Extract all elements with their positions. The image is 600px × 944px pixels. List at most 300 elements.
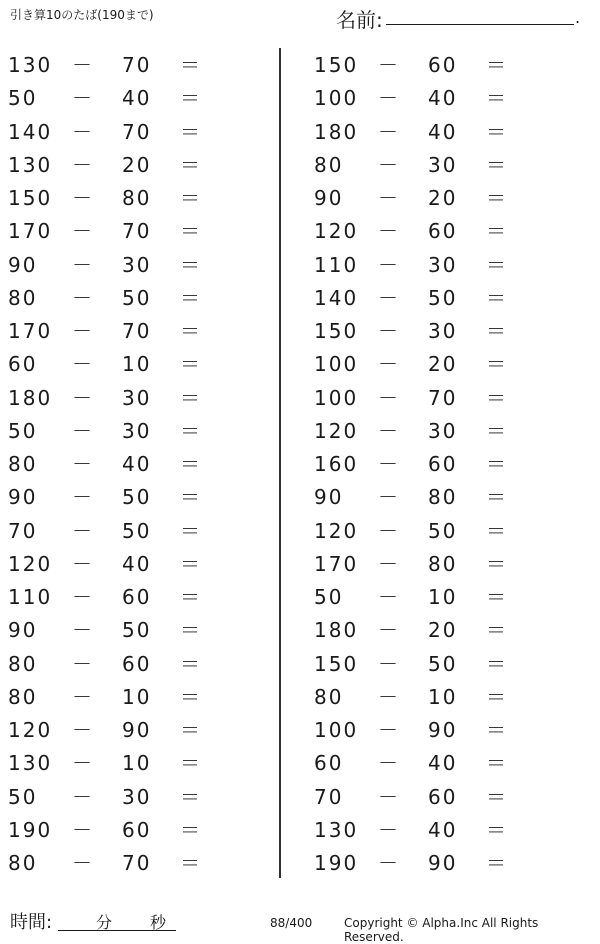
answer-blank[interactable] bbox=[215, 548, 255, 578]
minus-sign: － bbox=[378, 684, 400, 709]
minuend: 80 bbox=[314, 152, 344, 177]
minus-sign: － bbox=[378, 119, 400, 144]
minuend: 100 bbox=[314, 385, 359, 410]
problem-row bbox=[306, 82, 566, 115]
problem-row bbox=[306, 448, 566, 481]
subtrahend: 50 bbox=[122, 518, 152, 543]
problem-row bbox=[0, 348, 260, 381]
minuend: 80 bbox=[8, 851, 38, 875]
equals-sign: ＝ bbox=[180, 751, 202, 776]
equals-sign: ＝ bbox=[180, 851, 202, 875]
answer-blank[interactable] bbox=[521, 82, 561, 112]
equals-sign: ＝ bbox=[180, 319, 202, 343]
minuend: 60 bbox=[8, 352, 38, 377]
subtrahend: 60 bbox=[122, 585, 152, 609]
equals-sign: ＝ bbox=[180, 452, 202, 476]
minuend: 190 bbox=[8, 817, 53, 842]
answer-blank[interactable] bbox=[215, 681, 255, 711]
subtrahend: 60 bbox=[122, 817, 152, 842]
problem-row bbox=[0, 249, 260, 282]
right-problem-column bbox=[306, 49, 566, 880]
equals-sign: ＝ bbox=[486, 684, 508, 709]
minuend: 90 bbox=[8, 485, 38, 510]
minuend: 140 bbox=[314, 285, 359, 310]
subtrahend: 60 bbox=[122, 651, 152, 676]
minuend: 180 bbox=[314, 119, 359, 144]
minuend: 50 bbox=[314, 585, 344, 609]
subtrahend: 30 bbox=[122, 418, 152, 443]
answer-blank[interactable] bbox=[215, 714, 255, 744]
subtrahend: 50 bbox=[122, 485, 152, 510]
answer-blank[interactable] bbox=[215, 448, 255, 478]
time-label: 時間: bbox=[10, 912, 53, 933]
subtrahend: 10 bbox=[428, 585, 458, 609]
answer-blank[interactable] bbox=[521, 382, 561, 412]
answer-blank[interactable] bbox=[521, 814, 561, 844]
problem-row bbox=[306, 348, 566, 381]
equals-sign: ＝ bbox=[180, 53, 202, 77]
equals-sign: ＝ bbox=[180, 418, 202, 443]
equals-sign: ＝ bbox=[486, 651, 508, 676]
minuend: 150 bbox=[314, 651, 359, 676]
answer-blank[interactable] bbox=[521, 614, 561, 644]
equals-sign: ＝ bbox=[486, 551, 508, 576]
minus-sign: － bbox=[72, 551, 94, 576]
answer-blank[interactable] bbox=[521, 681, 561, 711]
problem-row bbox=[306, 814, 566, 847]
answer-blank[interactable] bbox=[215, 382, 255, 412]
equals-sign: ＝ bbox=[486, 186, 508, 210]
minuend: 190 bbox=[314, 851, 359, 875]
answer-blank[interactable] bbox=[521, 182, 561, 212]
subtrahend: 70 bbox=[428, 385, 458, 410]
answer-blank[interactable] bbox=[215, 315, 255, 345]
minus-sign: － bbox=[72, 851, 94, 875]
problem-row bbox=[306, 215, 566, 248]
problem-row bbox=[0, 382, 260, 415]
minuend: 120 bbox=[314, 219, 359, 244]
minuend: 50 bbox=[8, 86, 38, 111]
minutes-label: 分 bbox=[96, 913, 113, 932]
equals-sign: ＝ bbox=[486, 485, 508, 510]
minus-sign: － bbox=[378, 784, 400, 809]
equals-sign: ＝ bbox=[180, 585, 202, 609]
subtrahend: 10 bbox=[122, 751, 152, 776]
equals-sign: ＝ bbox=[180, 152, 202, 177]
answer-blank[interactable] bbox=[521, 415, 561, 445]
equals-sign: ＝ bbox=[180, 385, 202, 410]
problem-row bbox=[306, 681, 566, 714]
seconds-label: 秒 bbox=[150, 913, 167, 932]
answer-blank[interactable] bbox=[521, 548, 561, 578]
minus-sign: － bbox=[72, 718, 94, 742]
minus-sign: － bbox=[378, 219, 400, 244]
minuend: 180 bbox=[314, 618, 359, 643]
minus-sign: － bbox=[378, 319, 400, 343]
minuend: 70 bbox=[314, 784, 344, 809]
subtrahend: 70 bbox=[122, 53, 152, 77]
minuend: 90 bbox=[8, 252, 38, 277]
problem-row bbox=[306, 149, 566, 182]
column-divider bbox=[279, 48, 281, 878]
problem-row bbox=[306, 614, 566, 647]
problem-row bbox=[0, 49, 260, 82]
minuend: 110 bbox=[314, 252, 359, 277]
problem-row bbox=[0, 847, 260, 880]
minus-sign: － bbox=[378, 817, 400, 842]
equals-sign: ＝ bbox=[486, 385, 508, 410]
minuend: 130 bbox=[8, 152, 53, 177]
minuend: 150 bbox=[314, 319, 359, 343]
minus-sign: － bbox=[378, 385, 400, 410]
minuend: 170 bbox=[8, 219, 53, 244]
equals-sign: ＝ bbox=[486, 452, 508, 476]
subtrahend: 60 bbox=[428, 784, 458, 809]
answer-blank[interactable] bbox=[521, 847, 561, 877]
problem-row bbox=[0, 648, 260, 681]
problem-row bbox=[0, 315, 260, 348]
equals-sign: ＝ bbox=[486, 352, 508, 377]
answer-blank[interactable] bbox=[215, 116, 255, 146]
page-number: 88/400 bbox=[270, 916, 313, 930]
minus-sign: － bbox=[378, 285, 400, 310]
problem-row bbox=[0, 116, 260, 149]
subtrahend: 50 bbox=[122, 285, 152, 310]
equals-sign: ＝ bbox=[486, 119, 508, 144]
minus-sign: － bbox=[72, 152, 94, 177]
subtrahend: 30 bbox=[428, 152, 458, 177]
answer-blank[interactable] bbox=[215, 82, 255, 112]
equals-sign: ＝ bbox=[180, 551, 202, 576]
equals-sign: ＝ bbox=[486, 618, 508, 643]
minus-sign: － bbox=[72, 585, 94, 609]
minus-sign: － bbox=[72, 651, 94, 676]
subtrahend: 30 bbox=[428, 418, 458, 443]
answer-blank[interactable] bbox=[521, 215, 561, 245]
subtrahend: 70 bbox=[122, 219, 152, 244]
answer-blank[interactable] bbox=[215, 781, 255, 811]
minus-sign: － bbox=[72, 385, 94, 410]
equals-sign: ＝ bbox=[486, 252, 508, 277]
answer-blank[interactable] bbox=[215, 249, 255, 279]
equals-sign: ＝ bbox=[180, 485, 202, 510]
problem-row bbox=[306, 282, 566, 315]
minuend: 180 bbox=[8, 385, 53, 410]
minus-sign: － bbox=[72, 751, 94, 776]
subtrahend: 60 bbox=[428, 219, 458, 244]
minus-sign: － bbox=[378, 452, 400, 476]
answer-blank[interactable] bbox=[521, 448, 561, 478]
minus-sign: － bbox=[378, 418, 400, 443]
subtrahend: 30 bbox=[428, 319, 458, 343]
equals-sign: ＝ bbox=[180, 119, 202, 144]
subtrahend: 50 bbox=[428, 651, 458, 676]
minus-sign: － bbox=[378, 86, 400, 111]
subtrahend: 30 bbox=[122, 784, 152, 809]
minus-sign: － bbox=[378, 186, 400, 210]
minuend: 140 bbox=[8, 119, 53, 144]
subtrahend: 20 bbox=[428, 186, 458, 210]
answer-blank[interactable] bbox=[521, 315, 561, 345]
subtrahend: 40 bbox=[428, 817, 458, 842]
answer-blank[interactable] bbox=[215, 415, 255, 445]
equals-sign: ＝ bbox=[486, 718, 508, 742]
subtrahend: 40 bbox=[122, 86, 152, 111]
minuend: 100 bbox=[314, 352, 359, 377]
problem-row bbox=[306, 581, 566, 614]
equals-sign: ＝ bbox=[180, 219, 202, 244]
subtrahend: 90 bbox=[428, 718, 458, 742]
answer-blank[interactable] bbox=[215, 182, 255, 212]
subtrahend: 40 bbox=[428, 751, 458, 776]
minuend: 100 bbox=[314, 718, 359, 742]
minuend: 170 bbox=[314, 551, 359, 576]
minuend: 90 bbox=[314, 186, 344, 210]
subtrahend: 10 bbox=[122, 352, 152, 377]
problem-row bbox=[306, 49, 566, 82]
problem-row bbox=[306, 182, 566, 215]
subtrahend: 30 bbox=[122, 385, 152, 410]
subtrahend: 70 bbox=[122, 851, 152, 875]
equals-sign: ＝ bbox=[180, 186, 202, 210]
problem-row bbox=[0, 548, 260, 581]
minus-sign: － bbox=[378, 53, 400, 77]
answer-blank[interactable] bbox=[215, 814, 255, 844]
minuend: 130 bbox=[314, 817, 359, 842]
minus-sign: － bbox=[72, 518, 94, 543]
answer-blank[interactable] bbox=[521, 648, 561, 678]
subtrahend: 20 bbox=[428, 352, 458, 377]
problem-row bbox=[306, 747, 566, 780]
equals-sign: ＝ bbox=[180, 618, 202, 643]
equals-sign: ＝ bbox=[486, 585, 508, 609]
subtrahend: 40 bbox=[428, 86, 458, 111]
minuend: 120 bbox=[8, 718, 53, 742]
subtrahend: 40 bbox=[122, 452, 152, 476]
answer-blank[interactable] bbox=[215, 581, 255, 611]
answer-blank[interactable] bbox=[215, 282, 255, 312]
minus-sign: － bbox=[378, 518, 400, 543]
minus-sign: － bbox=[72, 119, 94, 144]
equals-sign: ＝ bbox=[486, 817, 508, 842]
minus-sign: － bbox=[72, 86, 94, 111]
answer-blank[interactable] bbox=[215, 747, 255, 777]
minuend: 110 bbox=[8, 585, 53, 609]
minus-sign: － bbox=[378, 352, 400, 377]
minus-sign: － bbox=[72, 352, 94, 377]
answer-blank[interactable] bbox=[215, 215, 255, 245]
minuend: 80 bbox=[8, 651, 38, 676]
subtrahend: 70 bbox=[122, 319, 152, 343]
minus-sign: － bbox=[378, 718, 400, 742]
subtrahend: 40 bbox=[428, 119, 458, 144]
minuend: 150 bbox=[8, 186, 53, 210]
minus-sign: － bbox=[378, 485, 400, 510]
minus-sign: － bbox=[72, 186, 94, 210]
equals-sign: ＝ bbox=[486, 851, 508, 875]
subtrahend: 10 bbox=[428, 684, 458, 709]
answer-blank[interactable] bbox=[215, 648, 255, 678]
answer-blank[interactable] bbox=[215, 348, 255, 378]
problem-row bbox=[0, 282, 260, 315]
minus-sign: － bbox=[378, 152, 400, 177]
equals-sign: ＝ bbox=[486, 86, 508, 111]
equals-sign: ＝ bbox=[486, 784, 508, 809]
left-problem-column bbox=[0, 49, 260, 880]
answer-blank[interactable] bbox=[521, 348, 561, 378]
answer-blank[interactable] bbox=[215, 847, 255, 877]
answer-blank[interactable] bbox=[521, 282, 561, 312]
problem-row bbox=[0, 747, 260, 780]
problem-row bbox=[0, 215, 260, 248]
problem-row bbox=[306, 249, 566, 282]
minus-sign: － bbox=[378, 651, 400, 676]
answer-blank[interactable] bbox=[215, 515, 255, 545]
problem-row bbox=[306, 515, 566, 548]
minus-sign: － bbox=[72, 618, 94, 643]
answer-blank[interactable] bbox=[215, 481, 255, 511]
name-field-line[interactable] bbox=[386, 24, 574, 25]
equals-sign: ＝ bbox=[180, 817, 202, 842]
subtrahend: 80 bbox=[428, 551, 458, 576]
problem-row bbox=[0, 481, 260, 514]
minuend: 70 bbox=[8, 518, 38, 543]
minuend: 90 bbox=[314, 485, 344, 510]
problem-row bbox=[306, 714, 566, 747]
answer-blank[interactable] bbox=[215, 149, 255, 179]
subtrahend: 10 bbox=[122, 684, 152, 709]
problem-row bbox=[0, 82, 260, 115]
minus-sign: － bbox=[378, 751, 400, 776]
equals-sign: ＝ bbox=[180, 252, 202, 277]
name-label: 名前: bbox=[336, 8, 383, 32]
subtrahend: 80 bbox=[428, 485, 458, 510]
subtrahend: 30 bbox=[428, 252, 458, 277]
subtrahend: 70 bbox=[122, 119, 152, 144]
problem-row bbox=[0, 415, 260, 448]
problem-row bbox=[0, 448, 260, 481]
answer-blank[interactable] bbox=[521, 249, 561, 279]
equals-sign: ＝ bbox=[180, 784, 202, 809]
problem-row bbox=[306, 382, 566, 415]
minus-sign: － bbox=[378, 551, 400, 576]
equals-sign: ＝ bbox=[486, 53, 508, 77]
minuend: 80 bbox=[8, 285, 38, 310]
problem-row bbox=[306, 648, 566, 681]
minuend: 80 bbox=[8, 684, 38, 709]
answer-blank[interactable] bbox=[521, 149, 561, 179]
equals-sign: ＝ bbox=[486, 152, 508, 177]
subtrahend: 90 bbox=[428, 851, 458, 875]
subtrahend: 60 bbox=[428, 452, 458, 476]
answer-blank[interactable] bbox=[521, 481, 561, 511]
minuend: 160 bbox=[314, 452, 359, 476]
answer-blank[interactable] bbox=[521, 49, 561, 79]
minuend: 80 bbox=[8, 452, 38, 476]
subtrahend: 30 bbox=[122, 252, 152, 277]
problem-row bbox=[306, 415, 566, 448]
minuend: 50 bbox=[8, 784, 38, 809]
equals-sign: ＝ bbox=[180, 518, 202, 543]
problem-row bbox=[0, 614, 260, 647]
minus-sign: － bbox=[72, 252, 94, 277]
minuend: 100 bbox=[314, 86, 359, 111]
problem-row bbox=[306, 781, 566, 814]
subtrahend: 80 bbox=[122, 186, 152, 210]
subtrahend: 20 bbox=[428, 618, 458, 643]
problem-row bbox=[0, 581, 260, 614]
minus-sign: － bbox=[378, 851, 400, 875]
equals-sign: ＝ bbox=[180, 285, 202, 310]
answer-blank[interactable] bbox=[521, 714, 561, 744]
problem-row bbox=[0, 149, 260, 182]
minus-sign: － bbox=[378, 618, 400, 643]
problem-row bbox=[0, 814, 260, 847]
minuend: 120 bbox=[8, 551, 53, 576]
answer-blank[interactable] bbox=[521, 781, 561, 811]
minus-sign: － bbox=[72, 817, 94, 842]
minuend: 60 bbox=[314, 751, 344, 776]
subtrahend: 60 bbox=[428, 53, 458, 77]
minus-sign: － bbox=[72, 219, 94, 244]
answer-blank[interactable] bbox=[521, 581, 561, 611]
answer-blank[interactable] bbox=[521, 116, 561, 146]
minus-sign: － bbox=[72, 418, 94, 443]
minus-sign: － bbox=[72, 319, 94, 343]
minus-sign: － bbox=[378, 585, 400, 609]
minuend: 90 bbox=[8, 618, 38, 643]
worksheet-title: 引き算10のたば(190まで) bbox=[10, 8, 154, 22]
minuend: 80 bbox=[314, 684, 344, 709]
copyright-notice: Copyright © Alpha.Inc All Rights Reserved. bbox=[344, 916, 539, 944]
subtrahend: 90 bbox=[122, 718, 152, 742]
answer-blank[interactable] bbox=[215, 614, 255, 644]
problem-row bbox=[0, 515, 260, 548]
answer-blank[interactable] bbox=[521, 747, 561, 777]
subtrahend: 50 bbox=[428, 518, 458, 543]
problem-row bbox=[306, 481, 566, 514]
equals-sign: ＝ bbox=[486, 285, 508, 310]
answer-blank[interactable] bbox=[215, 49, 255, 79]
answer-blank[interactable] bbox=[521, 515, 561, 545]
equals-sign: ＝ bbox=[180, 684, 202, 709]
minus-sign: － bbox=[72, 684, 94, 709]
problem-row bbox=[306, 847, 566, 880]
minus-sign: － bbox=[72, 53, 94, 77]
minuend: 130 bbox=[8, 751, 53, 776]
minuend: 50 bbox=[8, 418, 38, 443]
problem-row bbox=[306, 548, 566, 581]
minuend: 120 bbox=[314, 418, 359, 443]
subtrahend: 50 bbox=[122, 618, 152, 643]
equals-sign: ＝ bbox=[486, 418, 508, 443]
minuend: 120 bbox=[314, 518, 359, 543]
minus-sign: － bbox=[72, 784, 94, 809]
problem-row bbox=[0, 781, 260, 814]
problem-row bbox=[0, 681, 260, 714]
minuend: 150 bbox=[314, 53, 359, 77]
equals-sign: ＝ bbox=[180, 651, 202, 676]
equals-sign: ＝ bbox=[486, 518, 508, 543]
minus-sign: － bbox=[72, 485, 94, 510]
problem-row bbox=[0, 714, 260, 747]
subtrahend: 20 bbox=[122, 152, 152, 177]
minus-sign: － bbox=[378, 252, 400, 277]
subtrahend: 40 bbox=[122, 551, 152, 576]
equals-sign: ＝ bbox=[180, 718, 202, 742]
name-dot: . bbox=[575, 8, 581, 27]
equals-sign: ＝ bbox=[486, 751, 508, 776]
